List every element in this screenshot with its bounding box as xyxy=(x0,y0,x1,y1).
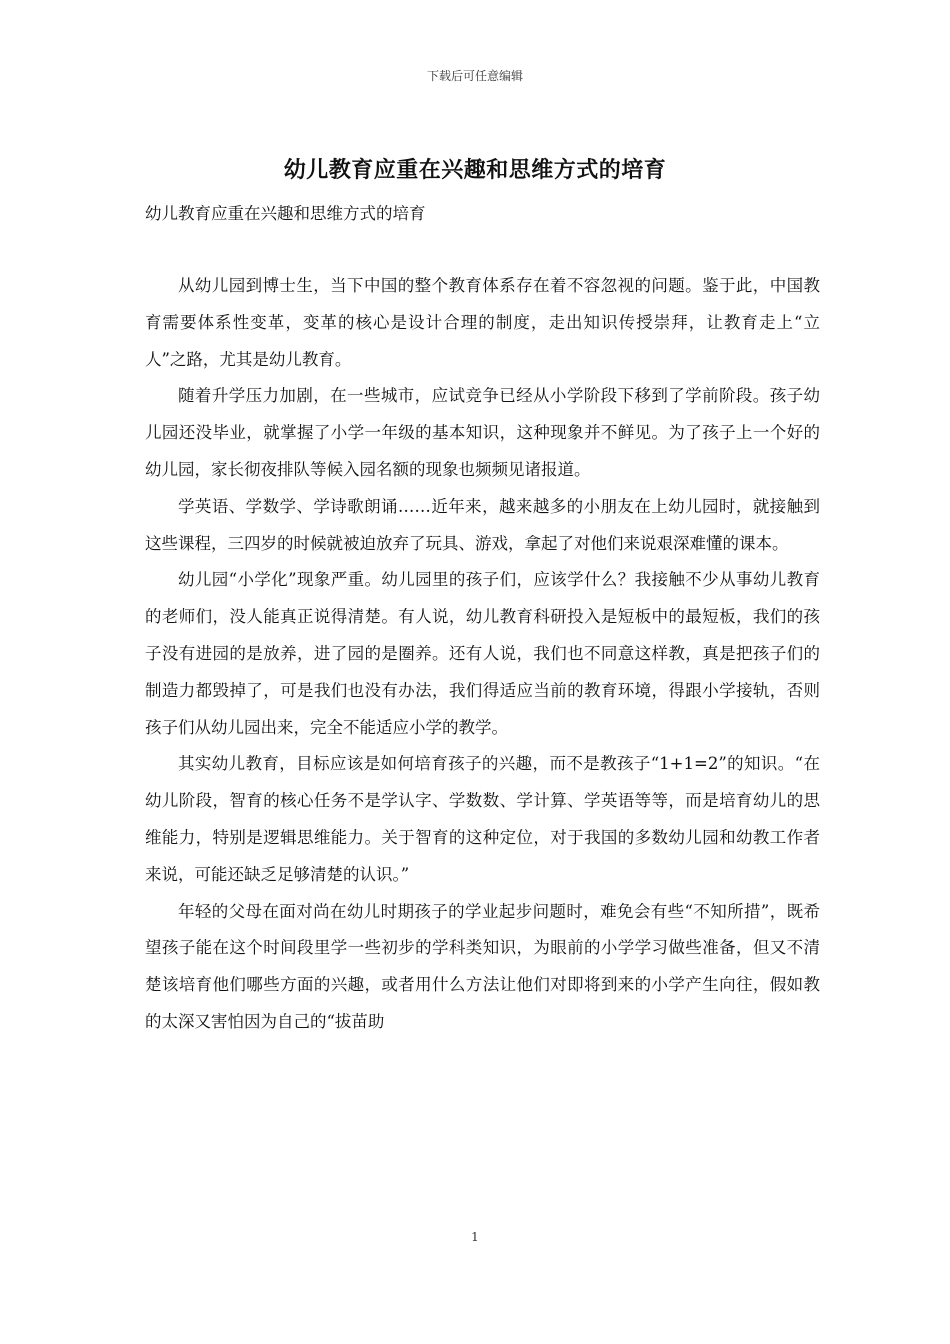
body-paragraph: 随着升学压力加剧，在一些城市，应试竞争已经从小学阶段下移到了学前阶段。孩子幼儿园还没毕业，就掌握了小学一年级的基本知识，这种现象并不鲜见。为了孩子上一个好的幼儿园，家长彻夜排队等候入园名额的现象也频频见诸报道。 xyxy=(145,386,820,479)
body-paragraph: 幼儿园“小学化”现象严重。幼儿园里的孩子们，应该学什么？我接触不少从事幼儿教育的老师们，没人能真正说得清楚。有人说，幼儿教育科研投入是短板中的最短板，我们的孩子没有进园的是放养，进了园的是圈养。还有人说，我们也不同意这样教，真是把孩子们的制造力都毁掉了，可是我们也没有办法，我们得适应当前的教育环境，得跟小学接轨，否则孩子们从幼儿园出来，完全不能适应小学的教学。 xyxy=(145,570,820,737)
document-body xyxy=(145,268,820,1041)
page-number: 1 xyxy=(471,1230,479,1244)
page-header: 下载后可任意编辑 xyxy=(426,69,523,83)
document-subtitle: 幼儿教育应重在兴趣和思维方式的培育 xyxy=(145,204,426,223)
body-paragraph: 年轻的父母在面对尚在幼儿时期孩子的学业起步问题时，难免会有些“不知所措”，既希望孩子能在这个时间段里学一些初步的学科类知识，为眼前的小学学习做些准备，但又不清楚该培育他们哪些方面的兴趣，或者用什么方法让他们对即将到来的小学产生向往，假如教的太深又害怕因为自己的“拔苗助 xyxy=(145,901,820,1031)
document-title: 幼儿教育应重在兴趣和思维方式的培育 xyxy=(283,157,667,183)
body-paragraph: 学英语、学数学、学诗歌朗诵……近年来，越来越多的小朋友在上幼儿园时，就接触到这些课程，三四岁的时候就被迫放弃了玩具、游戏，拿起了对他们来说艰深难懂的课本。 xyxy=(145,496,820,553)
body-paragraph: 其实幼儿教育，目标应该是如何培育孩子的兴趣，而不是教孩子“1+1=2”的知识。“在幼儿阶段，智育的核心任务不是学认字、学数数、学计算、学英语等等，而是培育幼儿的思维能力，特别是逻辑思维能力。关于智育的这种定位，对于我国的多数幼儿园和幼教工作者来说，可能还缺乏足够清楚的认识。” xyxy=(145,754,820,884)
body-paragraph: 从幼儿园到博士生，当下中国的整个教育体系存在着不容忽视的问题。鉴于此，中国教育需要体系性变革，变革的核心是设计合理的制度，走出知识传授崇拜，让教育走上“立人”之路，尤其是幼儿教育。 xyxy=(145,276,820,369)
